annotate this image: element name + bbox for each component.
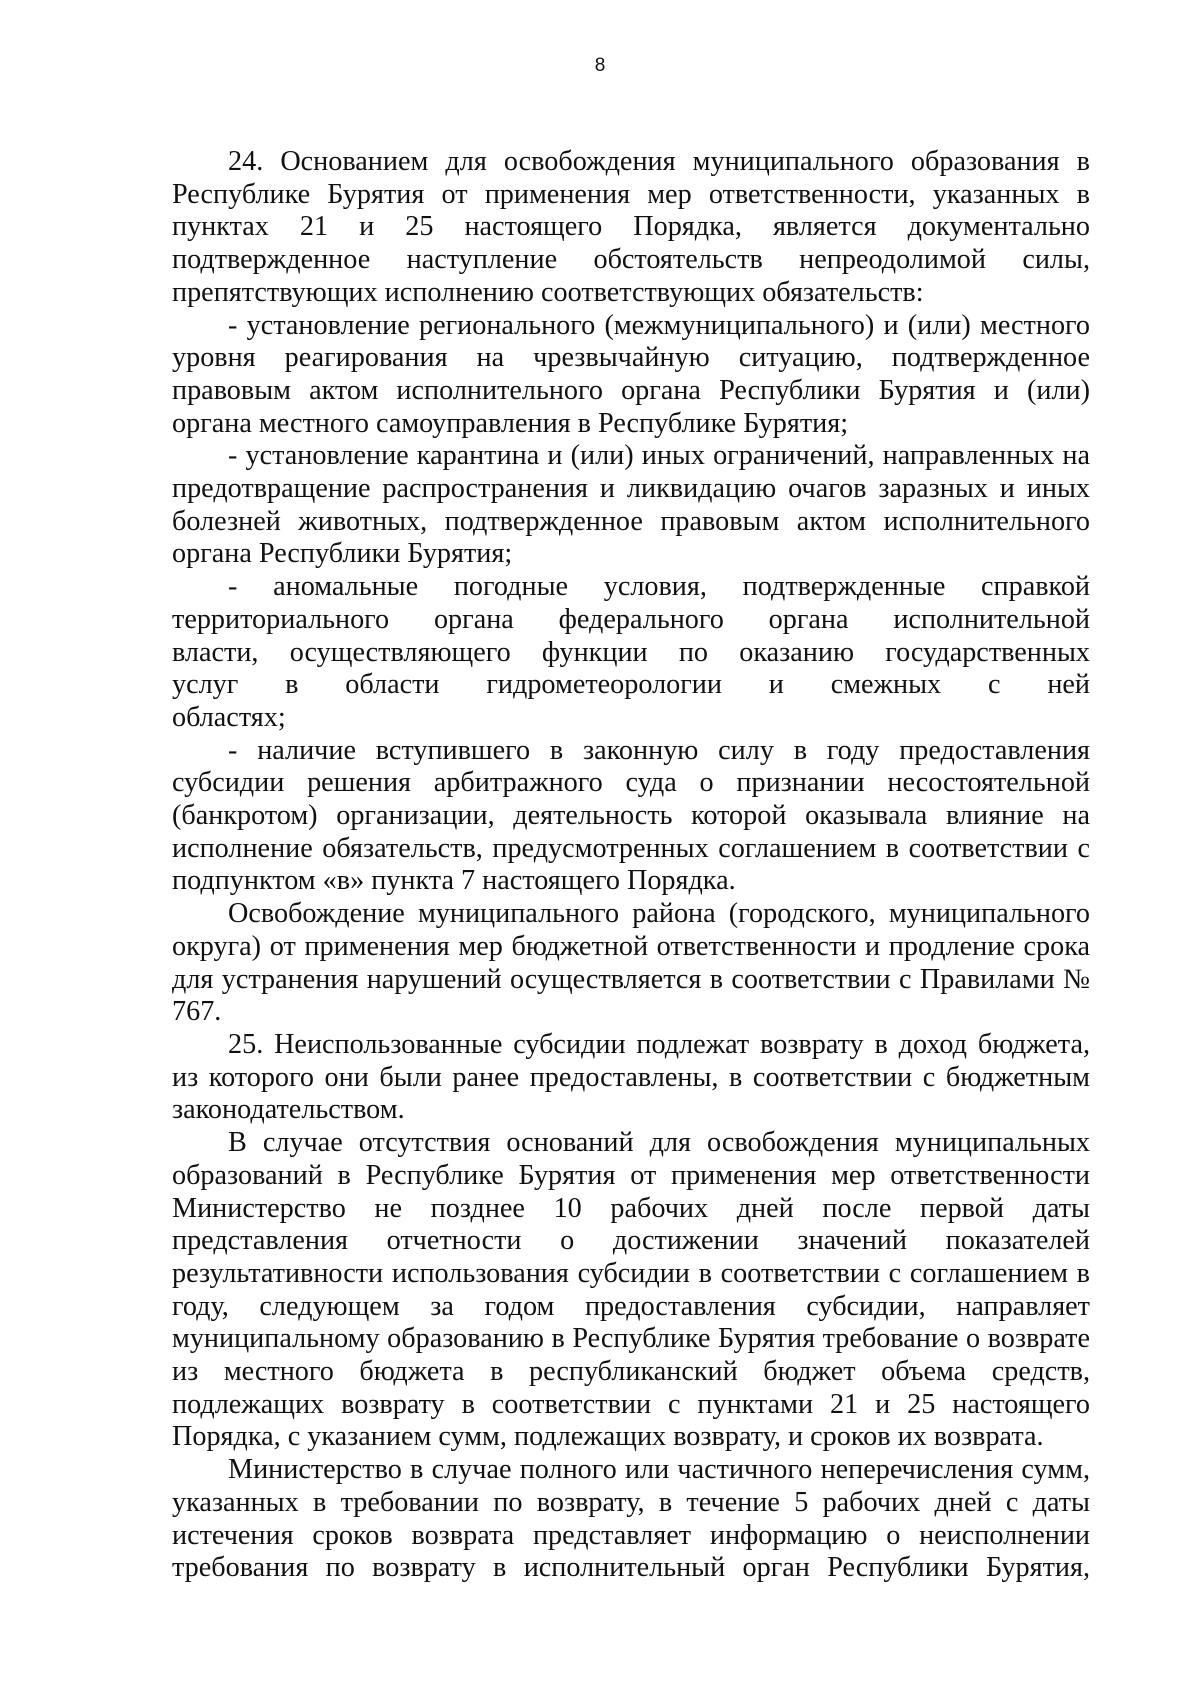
page-number: 8 [594, 55, 606, 76]
paragraph-24-intro: 24. Основанием для освобождения муниципального образования в Республике Бурятия от применения мер ответственности, указанных в пунктах 21 и 25 настоящего Порядка, является документально подтвержденное наступление обстоятельств непреодолимой силы, препятствующих исполнению соответствующих обязательств: [172, 146, 1090, 308]
paragraph-bankruptcy: - наличие вступившего в законную силу в году предоставления субсидии решения арбитражного суда о признании несостоятельной (банкротом) организации, деятельность которой оказывала влияние на исполнение обязательств, предусмотренных соглашением в соответствии с подпунктом «в» пункта 7 настоящего Порядка. [172, 734, 1090, 897]
document-body [172, 146, 1090, 1585]
paragraph-no-grounds: В случае отсутствия оснований для освобождения муниципальных образований в Республике Бурятия от применения мер ответственности Министерство не позднее 10 рабочих дней после первой даты представления отчетности о достижении значений показателей результативности использования субсидии в соответствии с соглашением в году, следующем за годом предоставления субсидии, направляет муниципальному образованию в Республике Бурятия требование о возврате из местного бюджета в республиканский бюджет объема средств, подлежащих возврату в соответствии с пунктами 21 и 25 настоящего Порядка, с указанием сумм, подлежащих возврату, и сроков их возврата. [172, 1127, 1090, 1453]
paragraph-ministry-info: Министерство в случае полного или частичного неперечисления сумм, указанных в требовании по возврату, в течение 5 рабочих дней с даты истечения сроков возврата представляет информацию о неисполнении требования по возврату в исполнительный орган Республики Бурятия, [172, 1454, 1090, 1584]
paragraph-emergency-response: - установление регионального (межмуниципального) и (или) местного уровня реагирования на чрезвычайную ситуацию, подтвержденное правовым актом исполнительного органа Республики Бурятия и (или) органа местного самоуправления в Республике Бурятия; [172, 309, 1090, 439]
paragraph-exemption: Освобождение муниципального района (городского, муниципального округа) от применения мер бюджетной ответственности и продление срока для устранения нарушений осуществляется в соответствии с Правилами № 767. [172, 898, 1090, 1028]
paragraph-weather-conditions: - аномальные погодные условия, подтвержденные справкой территориального органа федерального органа исполнительной власти, осуществляющего функции по оказанию государственных услуг в области гидрометеорологии и смежных с ней областях; [172, 571, 1090, 733]
paragraph-25: 25. Неиспользованные субсидии подлежат возврату в доход бюджета, из которого они были ранее предоставлены, в соответствии с бюджетным законодательством. [172, 1028, 1090, 1126]
paragraph-quarantine: - установление карантина и (или) иных ограничений, направленных на предотвращение распространения и ликвидацию очагов заразных и иных болезней животных, подтвержденное правовым актом исполнительного органа Республики Бурятия; [172, 440, 1090, 570]
